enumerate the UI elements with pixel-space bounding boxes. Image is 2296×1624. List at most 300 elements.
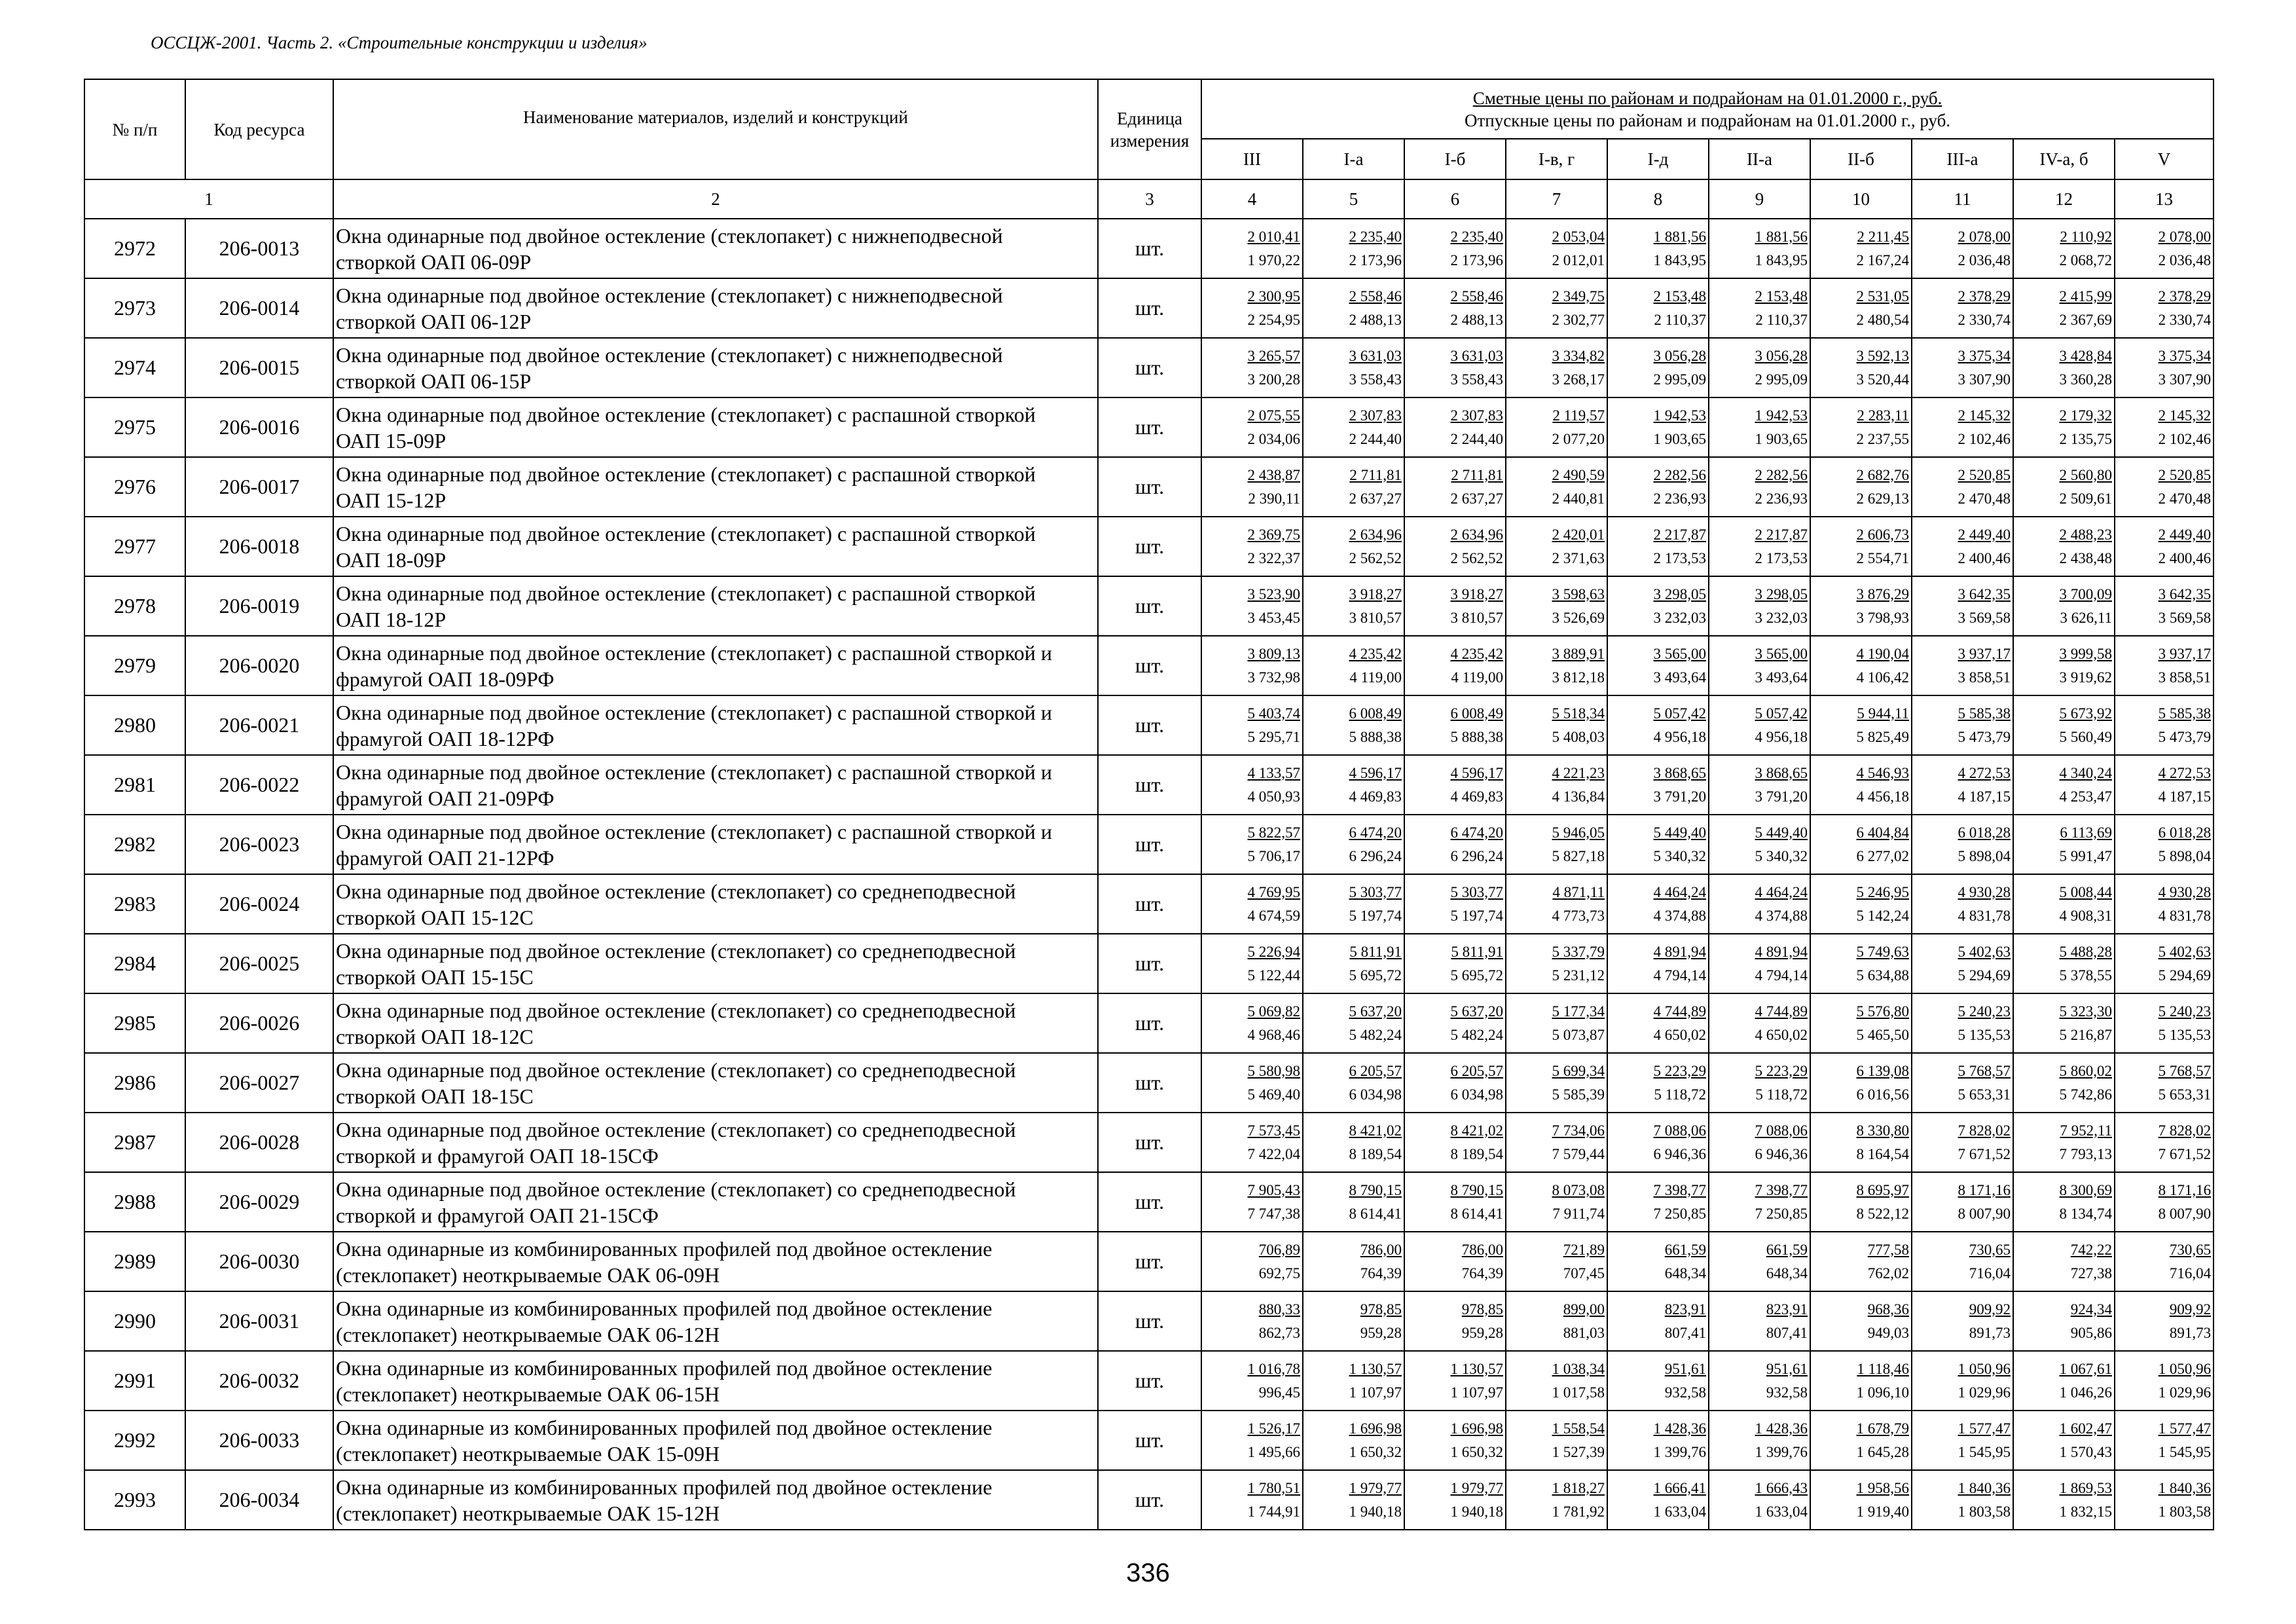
estimate-price: 6 205,57 (1450, 1062, 1503, 1079)
price-cell (1912, 1113, 2013, 1172)
price-cell (2013, 1232, 2115, 1291)
row-number: 2990 (84, 1291, 185, 1351)
table-row (84, 338, 2214, 397)
column-number: 12 (2013, 179, 2115, 219)
row-number: 2974 (84, 338, 185, 397)
release-price: 4 136,84 (1552, 788, 1605, 805)
price-cell (1810, 1232, 1912, 1291)
estimate-price: 3 631,03 (1450, 347, 1503, 364)
price-cell (1810, 755, 1912, 815)
estimate-price: 2 110,92 (2060, 228, 2112, 245)
item-name (333, 1053, 1098, 1113)
estimate-price: 924,34 (2070, 1301, 2112, 1318)
price-cell (2115, 695, 2214, 755)
release-price: 1 650,32 (1349, 1443, 1402, 1460)
table-row (84, 1351, 2214, 1411)
resource-code: 206-0027 (185, 1053, 333, 1113)
estimate-price: 5 057,42 (1755, 705, 1808, 722)
release-price: 7 793,13 (2059, 1145, 2112, 1162)
price-cell (1506, 1351, 1607, 1411)
release-price: 2 068,72 (2059, 251, 2112, 268)
price-cell (2115, 397, 2214, 457)
price-cell (1506, 517, 1607, 576)
estimate-price: 2 119,57 (1552, 407, 1605, 424)
region-header: IV-а, б (2013, 139, 2115, 179)
price-cell (1201, 1291, 1303, 1351)
price-cell (1201, 695, 1303, 755)
estimate-price: 2 235,40 (1450, 228, 1503, 245)
release-price: 4 187,15 (1958, 788, 2011, 805)
release-price: 2 470,48 (2158, 490, 2212, 507)
estimate-price: 3 298,05 (1755, 585, 1808, 602)
price-cell (1810, 278, 1912, 338)
estimate-price: 2 217,87 (1755, 526, 1808, 543)
price-table (84, 79, 2214, 1530)
release-price: 5 294,69 (2158, 967, 2212, 984)
price-cell (1810, 1351, 1912, 1411)
release-price: 1 545,95 (1958, 1443, 2011, 1460)
price-cell (1404, 1470, 1506, 1530)
release-price: 3 232,03 (1755, 609, 1808, 626)
estimate-price: 5 177,34 (1552, 1003, 1605, 1020)
price-cell (1607, 1411, 1709, 1470)
estimate-price: 7 828,02 (2158, 1122, 2212, 1139)
estimate-price: 1 050,96 (2158, 1360, 2212, 1377)
estimate-price: 3 056,28 (1755, 347, 1808, 364)
column-number: 8 (1607, 179, 1709, 219)
release-price: 5 482,24 (1450, 1026, 1503, 1043)
price-cell (1303, 457, 1404, 517)
price-cell (1506, 338, 1607, 397)
release-price: 692,75 (1258, 1264, 1300, 1282)
estimate-price: 6 474,20 (1349, 824, 1402, 841)
release-price: 4 831,78 (1958, 907, 2011, 924)
row-number: 2973 (84, 278, 185, 338)
price-cell (2013, 1470, 2115, 1530)
estimate-price: 2 145,32 (1958, 407, 2011, 424)
estimate-price: 7 828,02 (1958, 1122, 2011, 1139)
item-name-line: Окна одинарные под двойное остекление (стеклопакет) с нижнеподвесной (336, 283, 1003, 307)
item-name-line: ОАП 15-12Р (336, 488, 446, 512)
estimate-price: 8 330,80 (1856, 1122, 1909, 1139)
release-price: 4 469,83 (1450, 788, 1503, 805)
price-cell (1912, 338, 2013, 397)
release-price: 1 832,15 (2059, 1503, 2112, 1520)
release-price: 6 296,24 (1450, 847, 1503, 864)
table-row (84, 1291, 2214, 1351)
price-cell (1607, 815, 1709, 874)
estimate-price: 7 952,11 (2060, 1122, 2112, 1139)
price-cell (2115, 457, 2214, 517)
estimate-price: 2 415,99 (2059, 287, 2112, 304)
estimate-price: 7 398,77 (1755, 1181, 1808, 1198)
estimate-price: 730,65 (2169, 1241, 2212, 1258)
item-name (333, 755, 1098, 815)
price-cell (1201, 1232, 1303, 1291)
item-name (333, 517, 1098, 576)
release-price: 7 747,38 (1247, 1205, 1300, 1222)
release-price: 3 919,62 (2059, 669, 2112, 686)
estimate-price: 4 546,93 (1856, 764, 1909, 781)
price-cell (1404, 1113, 1506, 1172)
price-cell (1810, 1291, 1912, 1351)
release-price: 2 244,40 (1450, 430, 1503, 447)
item-name-line: Окна одинарные под двойное остекление (стеклопакет) с распашной створкой (336, 581, 1036, 605)
unit: шт. (1098, 1053, 1201, 1113)
price-cell (1810, 457, 1912, 517)
resource-code: 206-0019 (185, 576, 333, 636)
row-number: 2982 (84, 815, 185, 874)
price-cell (1607, 517, 1709, 576)
release-price: 1 029,96 (2158, 1384, 2212, 1401)
release-price: 5 706,17 (1247, 847, 1300, 864)
estimate-price: 1 666,41 (1653, 1479, 1706, 1496)
row-number: 2984 (84, 934, 185, 993)
release-price: 2 470,48 (1958, 490, 2011, 507)
price-cell (2115, 815, 2214, 874)
price-cell (1201, 755, 1303, 815)
table-row (84, 1232, 2214, 1291)
estimate-price: 2 560,80 (2059, 466, 2112, 483)
estimate-price: 3 868,65 (1755, 764, 1808, 781)
estimate-price: 7 905,43 (1247, 1181, 1300, 1198)
price-cell (1607, 1232, 1709, 1291)
estimate-price: 2 153,48 (1653, 287, 1706, 304)
estimate-price: 4 235,42 (1450, 645, 1503, 662)
release-price: 5 634,88 (1856, 967, 1909, 984)
item-name-line: ОАП 18-09Р (336, 547, 446, 572)
price-cell (1709, 815, 1810, 874)
unit: шт. (1098, 636, 1201, 695)
item-name (333, 815, 1098, 874)
item-name-line: Окна одинарные из комбинированных профилей под двойное остекление (336, 1296, 993, 1320)
estimate-price: 4 190,04 (1856, 645, 1909, 662)
estimate-price: 6 404,84 (1856, 824, 1909, 841)
release-price: 5 295,71 (1247, 728, 1300, 745)
price-cell (1607, 1172, 1709, 1232)
price-cell (1404, 934, 1506, 993)
estimate-price: 5 449,40 (1653, 824, 1706, 841)
estimate-price: 2 217,87 (1653, 526, 1706, 543)
price-cell (1810, 219, 1912, 278)
estimate-price: 1 577,47 (1958, 1420, 2011, 1437)
price-cell (1404, 278, 1506, 338)
estimate-price: 880,33 (1258, 1301, 1300, 1318)
resource-code: 206-0028 (185, 1113, 333, 1172)
price-cell (1303, 1053, 1404, 1113)
price-cell (1506, 1470, 1607, 1530)
price-cell (1201, 278, 1303, 338)
release-price: 4 794,14 (1653, 967, 1706, 984)
release-price: 716,04 (2169, 1264, 2212, 1282)
release-price: 959,28 (1461, 1324, 1503, 1341)
release-price: 5 888,38 (1450, 728, 1503, 745)
item-name (333, 874, 1098, 934)
estimate-price: 786,00 (1461, 1241, 1503, 1258)
price-cell (1303, 1351, 1404, 1411)
unit: шт. (1098, 993, 1201, 1053)
price-cell (1810, 517, 1912, 576)
item-name-line: створкой ОАП 06-12Р (336, 309, 532, 333)
price-cell (1912, 517, 2013, 576)
price-cell (2013, 1291, 2115, 1351)
release-price: 2 438,48 (2059, 549, 2112, 566)
estimate-price: 5 488,28 (2059, 943, 2112, 960)
estimate-price: 2 378,29 (2158, 287, 2212, 304)
price-cell (2013, 874, 2115, 934)
price-cell (1607, 1053, 1709, 1113)
row-number: 2991 (84, 1351, 185, 1411)
estimate-price: 4 340,24 (2059, 764, 2112, 781)
estimate-price: 1 958,56 (1856, 1479, 1909, 1496)
column-number: 7 (1506, 179, 1607, 219)
price-cell (1404, 755, 1506, 815)
release-price: 5 585,39 (1552, 1086, 1605, 1103)
release-price: 716,04 (1969, 1264, 2011, 1282)
price-cell (1506, 219, 1607, 278)
release-price: 1 744,91 (1247, 1503, 1300, 1520)
estimate-price: 2 307,83 (1349, 407, 1402, 424)
release-price: 2 554,71 (1856, 549, 1909, 566)
price-cell (1506, 397, 1607, 457)
header-name: Наименование материалов, изделий и конструкций (333, 79, 1098, 179)
price-cell (2013, 1411, 2115, 1470)
price-cell (1201, 1411, 1303, 1470)
item-name-line: (стеклопакет) неоткрываемые ОАК 06-12Н (336, 1322, 720, 1346)
estimate-price: 2 369,75 (1247, 526, 1300, 543)
price-cell (1709, 993, 1810, 1053)
table-row (84, 993, 2214, 1053)
estimate-price: 1 558,54 (1552, 1420, 1605, 1437)
estimate-price: 5 057,42 (1653, 705, 1706, 722)
estimate-price: 5 860,02 (2059, 1062, 2112, 1079)
estimate-price: 5 749,63 (1856, 943, 1909, 960)
release-price: 1 633,04 (1755, 1503, 1808, 1520)
price-cell (2115, 934, 2214, 993)
price-cell (2115, 1172, 2214, 1232)
price-cell (1810, 695, 1912, 755)
price-cell (1404, 1232, 1506, 1291)
estimate-price: 721,89 (1563, 1241, 1605, 1258)
estimate-price: 1 130,57 (1349, 1360, 1402, 1377)
price-cell (1709, 695, 1810, 755)
estimate-price: 5 240,23 (1958, 1003, 2011, 1020)
estimate-price: 2 711,81 (1451, 466, 1503, 483)
price-cell (1912, 397, 2013, 457)
price-cell (2013, 338, 2115, 397)
estimate-price: 3 565,00 (1755, 645, 1808, 662)
release-price: 1 650,32 (1450, 1443, 1503, 1460)
estimate-price: 1 881,56 (1653, 228, 1706, 245)
estimate-price: 2 520,85 (1958, 466, 2011, 483)
estimate-price: 1 942,53 (1653, 407, 1706, 424)
price-cell (1810, 338, 1912, 397)
release-price: 648,34 (1766, 1264, 1808, 1282)
release-price: 1 096,10 (1856, 1384, 1909, 1401)
price-cell (1506, 1232, 1607, 1291)
unit: шт. (1098, 755, 1201, 815)
price-cell (1912, 695, 2013, 755)
unit: шт. (1098, 815, 1201, 874)
estimate-price: 1 979,77 (1349, 1479, 1402, 1496)
estimate-price: 1 050,96 (1958, 1360, 2011, 1377)
price-cell (1810, 1470, 1912, 1530)
table-row (84, 1411, 2214, 1470)
item-name (333, 695, 1098, 755)
row-number: 2979 (84, 636, 185, 695)
price-cell (1709, 1291, 1810, 1351)
header-prices (1201, 79, 2214, 139)
estimate-price: 8 421,02 (1450, 1122, 1503, 1139)
estimate-price: 5 226,94 (1247, 943, 1300, 960)
release-price: 727,38 (2070, 1264, 2112, 1282)
price-cell (1201, 1470, 1303, 1530)
estimate-price: 5 822,57 (1247, 824, 1300, 841)
estimate-price: 1 526,17 (1247, 1420, 1300, 1437)
price-cell (1404, 874, 1506, 934)
estimate-price: 3 700,09 (2059, 585, 2112, 602)
price-cell (1201, 517, 1303, 576)
unit: шт. (1098, 1291, 1201, 1351)
release-price: 2 995,09 (1653, 371, 1706, 388)
table-row (84, 278, 2214, 338)
release-price: 4 956,18 (1653, 728, 1706, 745)
estimate-price: 2 235,40 (1349, 228, 1402, 245)
estimate-price: 3 298,05 (1653, 585, 1706, 602)
release-price: 5 118,72 (1654, 1086, 1706, 1103)
release-price: 4 968,46 (1247, 1026, 1300, 1043)
column-number: 11 (1912, 179, 2013, 219)
estimate-price: 6 113,69 (2060, 824, 2112, 841)
release-price: 3 732,98 (1247, 669, 1300, 686)
estimate-price: 4 744,89 (1653, 1003, 1706, 1020)
price-cell (1709, 576, 1810, 636)
price-cell (1810, 1113, 1912, 1172)
price-cell (1607, 397, 1709, 457)
release-price: 1 970,22 (1247, 251, 1300, 268)
estimate-price: 5 580,98 (1247, 1062, 1300, 1079)
column-number: 10 (1810, 179, 1912, 219)
estimate-price: 7 573,45 (1247, 1122, 1300, 1139)
estimate-price: 2 078,00 (2158, 228, 2212, 245)
price-cell (2013, 1351, 2115, 1411)
price-cell (1303, 1113, 1404, 1172)
release-price: 4 187,15 (2158, 788, 2212, 805)
price-cell (2115, 1351, 2214, 1411)
release-price: 1 903,65 (1755, 430, 1808, 447)
release-price: 905,86 (2070, 1324, 2112, 1341)
estimate-price: 5 246,95 (1856, 883, 1909, 900)
item-name-line: створкой ОАП 18-15С (336, 1084, 534, 1108)
estimate-price: 4 596,17 (1450, 764, 1503, 781)
price-cell (1709, 934, 1810, 993)
release-price: 6 277,02 (1856, 847, 1909, 864)
resource-code: 206-0016 (185, 397, 333, 457)
price-cell (2115, 1291, 2214, 1351)
price-cell (1810, 993, 1912, 1053)
release-price: 5 408,03 (1552, 728, 1605, 745)
price-cell (1607, 934, 1709, 993)
release-price: 2 302,77 (1552, 311, 1605, 328)
estimate-price: 5 323,30 (2059, 1003, 2112, 1020)
release-price: 8 522,12 (1856, 1205, 1909, 1222)
release-price: 3 810,57 (1450, 609, 1503, 626)
estimate-price: 8 790,15 (1349, 1181, 1402, 1198)
region-header: III-а (1912, 139, 2013, 179)
release-price: 5 898,04 (2158, 847, 2212, 864)
price-cell (1303, 397, 1404, 457)
release-price: 4 650,02 (1755, 1026, 1808, 1043)
row-number: 2989 (84, 1232, 185, 1291)
release-price: 2 077,20 (1552, 430, 1605, 447)
row-number: 2972 (84, 219, 185, 278)
item-name (333, 1470, 1098, 1530)
release-price: 5 827,18 (1552, 847, 1605, 864)
estimate-price: 1 428,36 (1755, 1420, 1808, 1437)
price-cell (1404, 576, 1506, 636)
item-name-line: Окна одинарные под двойное остекление (стеклопакет) со среднеподвесной (336, 1058, 1016, 1082)
price-cell (1506, 815, 1607, 874)
price-cell (2013, 278, 2115, 338)
price-cell (1810, 576, 1912, 636)
estimate-price: 2 179,32 (2059, 407, 2112, 424)
price-cell (2115, 636, 2214, 695)
item-name (333, 1113, 1098, 1172)
price-cell (1303, 1411, 1404, 1470)
estimate-price: 4 133,57 (1247, 764, 1300, 781)
price-cell (1912, 1411, 2013, 1470)
region-header: II-б (1810, 139, 1912, 179)
release-price: 3 791,20 (1653, 788, 1706, 805)
price-cell (1607, 695, 1709, 755)
price-cell (1506, 1411, 1607, 1470)
estimate-price: 5 223,29 (1653, 1062, 1706, 1079)
estimate-price: 5 768,57 (2158, 1062, 2212, 1079)
estimate-price: 1 840,36 (1958, 1479, 2011, 1496)
release-price: 1 495,66 (1247, 1443, 1300, 1460)
price-cell (1303, 636, 1404, 695)
release-price: 2 135,75 (2059, 430, 2112, 447)
estimate-price: 2 153,48 (1755, 287, 1808, 304)
release-price: 2 488,13 (1450, 311, 1503, 328)
price-cell (1506, 695, 1607, 755)
release-price: 2 167,24 (1856, 251, 1909, 268)
item-name-line: ОАП 18-12Р (336, 607, 446, 631)
release-price: 1 940,18 (1349, 1503, 1402, 1520)
price-cell (1607, 278, 1709, 338)
price-cell (1607, 993, 1709, 1053)
estimate-price: 1 979,77 (1450, 1479, 1503, 1496)
price-cell (1709, 1053, 1810, 1113)
page-number: 336 (1126, 1559, 1170, 1587)
price-cell (1404, 338, 1506, 397)
estimate-price: 951,61 (1664, 1360, 1706, 1377)
release-price: 6 946,36 (1653, 1145, 1706, 1162)
estimate-price: 1 067,61 (2059, 1360, 2112, 1377)
unit: шт. (1098, 1113, 1201, 1172)
estimate-price: 5 303,77 (1349, 883, 1402, 900)
row-number: 2987 (84, 1113, 185, 1172)
release-price: 2 400,46 (1958, 549, 2011, 566)
estimate-price: 4 464,24 (1755, 883, 1808, 900)
item-name-line: створкой ОАП 06-15Р (336, 369, 532, 393)
estimate-price: 6 018,28 (2158, 824, 2212, 841)
price-cell (1506, 1291, 1607, 1351)
estimate-price: 3 375,34 (1958, 347, 2011, 364)
release-price: 4 773,73 (1552, 907, 1605, 924)
release-price: 932,58 (1664, 1384, 1706, 1401)
release-price: 1 843,95 (1755, 251, 1808, 268)
